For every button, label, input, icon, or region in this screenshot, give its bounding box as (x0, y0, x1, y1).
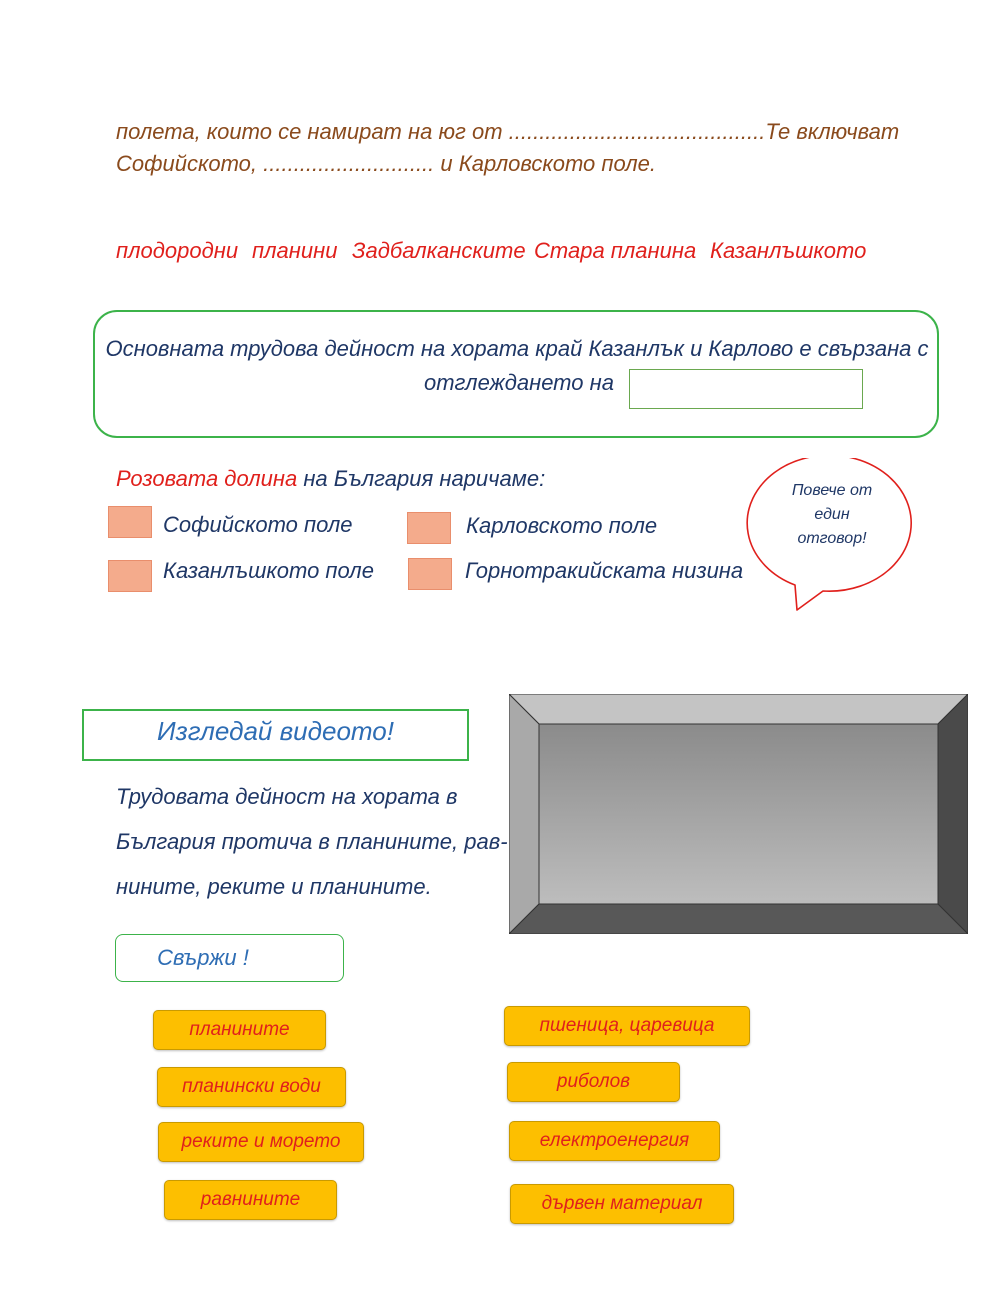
video-text-line-2: България протича в планините, рав- (116, 829, 508, 854)
multi-choice-question (116, 466, 545, 492)
word-bank-item[interactable]: планини (252, 238, 338, 263)
question-highlight: Розовата долина (116, 466, 298, 491)
paragraph-line-2: Софийското, ............................ и Карловското поле. (116, 151, 656, 176)
video-text-line-3: нините, реките и планините. (116, 874, 432, 899)
match-tile-left[interactable]: планините (153, 1010, 326, 1050)
word-bank-item[interactable]: Казанлъшкото (710, 238, 867, 263)
hint-line-3: отговор! (797, 530, 867, 547)
word-bank-item[interactable]: Стара планина (534, 238, 697, 263)
question-text-line-1: Основната трудова дейност на хората край Казанлък и Карлово е свързана с (105, 336, 929, 361)
answer-input[interactable] (629, 369, 863, 409)
hint-text (770, 479, 894, 551)
video-text-line-1: Трудовата дейност на хората в (116, 784, 458, 809)
option-label: Карловското поле (466, 513, 658, 538)
word-bank-item[interactable]: Задбалканските (352, 238, 526, 263)
match-tile-left[interactable]: равнините (164, 1180, 337, 1220)
option-checkbox[interactable] (108, 560, 152, 592)
paragraph (116, 116, 916, 180)
option-checkbox[interactable] (408, 558, 452, 590)
match-label: Свържи ! (157, 945, 249, 970)
match-tile-right[interactable]: електроенергия (509, 1121, 720, 1161)
video-placeholder[interactable] (509, 694, 968, 934)
match-tile-right[interactable]: дървен материал (510, 1184, 734, 1224)
hint-line-2: един (814, 506, 850, 523)
option-label: Горнотракийската низина (465, 558, 744, 583)
video-title: Изгледай видеото! (157, 716, 394, 746)
question-text-line-2: отглеждането на (424, 370, 614, 395)
paragraph-line-1: полета, които се намират на юг от ..........................................Те включват (116, 119, 900, 144)
option-label: Софийското поле (163, 512, 353, 537)
option-checkbox[interactable] (108, 506, 152, 538)
match-tile-right[interactable]: риболов (507, 1062, 680, 1102)
match-tile-right[interactable]: пшеница, царевица (504, 1006, 750, 1046)
match-tile-left[interactable]: планински води (157, 1067, 346, 1107)
question-rest: на България наричаме: (297, 466, 546, 491)
word-bank-item[interactable]: плодородни (116, 238, 239, 263)
hint-line-1: Повече от (791, 482, 873, 499)
option-checkbox[interactable] (407, 512, 451, 544)
option-label: Казанлъшкото поле (163, 558, 374, 583)
match-tile-left[interactable]: реките и морето (158, 1122, 364, 1162)
